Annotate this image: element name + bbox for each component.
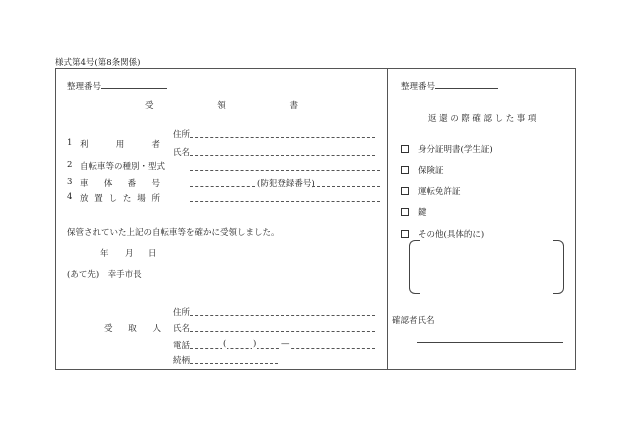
item2-number: 2 (67, 160, 73, 170)
confirmer-name-label: 確認者氏名 (392, 316, 435, 326)
checkbox-icon[interactable] (401, 187, 409, 195)
item1-number: 1 (67, 138, 73, 148)
other-bracket-right (553, 240, 564, 294)
location-line[interactable] (190, 201, 380, 202)
item3-label: 車 体 番 号 (80, 179, 160, 189)
column-divider (387, 68, 388, 370)
item4-number: 4 (67, 192, 73, 202)
check-drivers-license[interactable]: 運転免許証 (401, 185, 461, 197)
return-check-title: 返還の際確認した事項 (428, 114, 540, 124)
user-address-label: 住所 (173, 130, 191, 140)
bohan-number-label: (防犯登録番号) (257, 179, 315, 189)
frame-number-line[interactable] (190, 186, 255, 187)
checkbox-icon[interactable] (401, 145, 409, 153)
other-bracket-left (409, 240, 420, 294)
right-seiri-number-label: 整理番号 (401, 82, 436, 92)
recipient-name-line[interactable] (190, 331, 375, 332)
check-insurance-card[interactable]: 保険証 (401, 164, 444, 176)
item2-label: 自転車等の種別・型式 (80, 162, 166, 172)
addressee: (あて先) 幸手市長 (67, 270, 142, 280)
item4-label: 放 置 し た 場 所 (80, 194, 160, 204)
seiri-number-label: 整理番号 (67, 82, 102, 92)
receipt-title: 受 領 書 (145, 101, 298, 111)
seiri-number-field[interactable] (67, 79, 167, 92)
check-key[interactable]: 鍵 (401, 206, 427, 218)
recipient-name-label: 氏名 (173, 324, 191, 334)
phone-label: 電話 (173, 341, 191, 351)
form-number-label: 様式第4号(第8条関係) (55, 58, 141, 68)
checkbox-icon[interactable] (401, 166, 409, 174)
user-name-label: 氏名 (173, 148, 191, 158)
checkbox-icon[interactable] (401, 230, 409, 238)
bohan-number-line[interactable] (312, 186, 380, 187)
item3-number: 3 (67, 177, 73, 187)
check-id-card[interactable]: 身分証明書(学生証) (401, 143, 493, 155)
recipient-address-line[interactable] (190, 315, 375, 316)
right-seiri-number-field[interactable] (401, 79, 498, 92)
checkbox-icon[interactable] (401, 208, 409, 216)
user-address-line[interactable] (190, 137, 375, 138)
confirmer-name-line[interactable] (417, 342, 563, 343)
phone-paren-close: ) (253, 339, 257, 349)
user-name-line[interactable] (190, 155, 375, 156)
date-month-label: 月 (125, 249, 134, 259)
seiri-number-line (101, 79, 167, 89)
phone-paren-open: ( (223, 339, 227, 349)
right-seiri-number-line (435, 79, 498, 89)
date-year-label: 年 (100, 249, 109, 259)
receipt-statement: 保管されていた上記の自転車等を確かに受領しました。 (67, 228, 280, 238)
bike-type-line[interactable] (190, 170, 380, 171)
phone-dash: — (281, 339, 290, 349)
relation-line[interactable] (190, 363, 278, 364)
date-day-label: 日 (148, 249, 157, 259)
recipient-address-label: 住所 (173, 308, 191, 318)
recipient-label: 受 取 人 (104, 324, 161, 334)
relation-label: 続柄 (173, 356, 191, 366)
check-other[interactable]: その他(具体的に) (401, 228, 484, 240)
item1-label: 利 用 者 (80, 140, 160, 150)
